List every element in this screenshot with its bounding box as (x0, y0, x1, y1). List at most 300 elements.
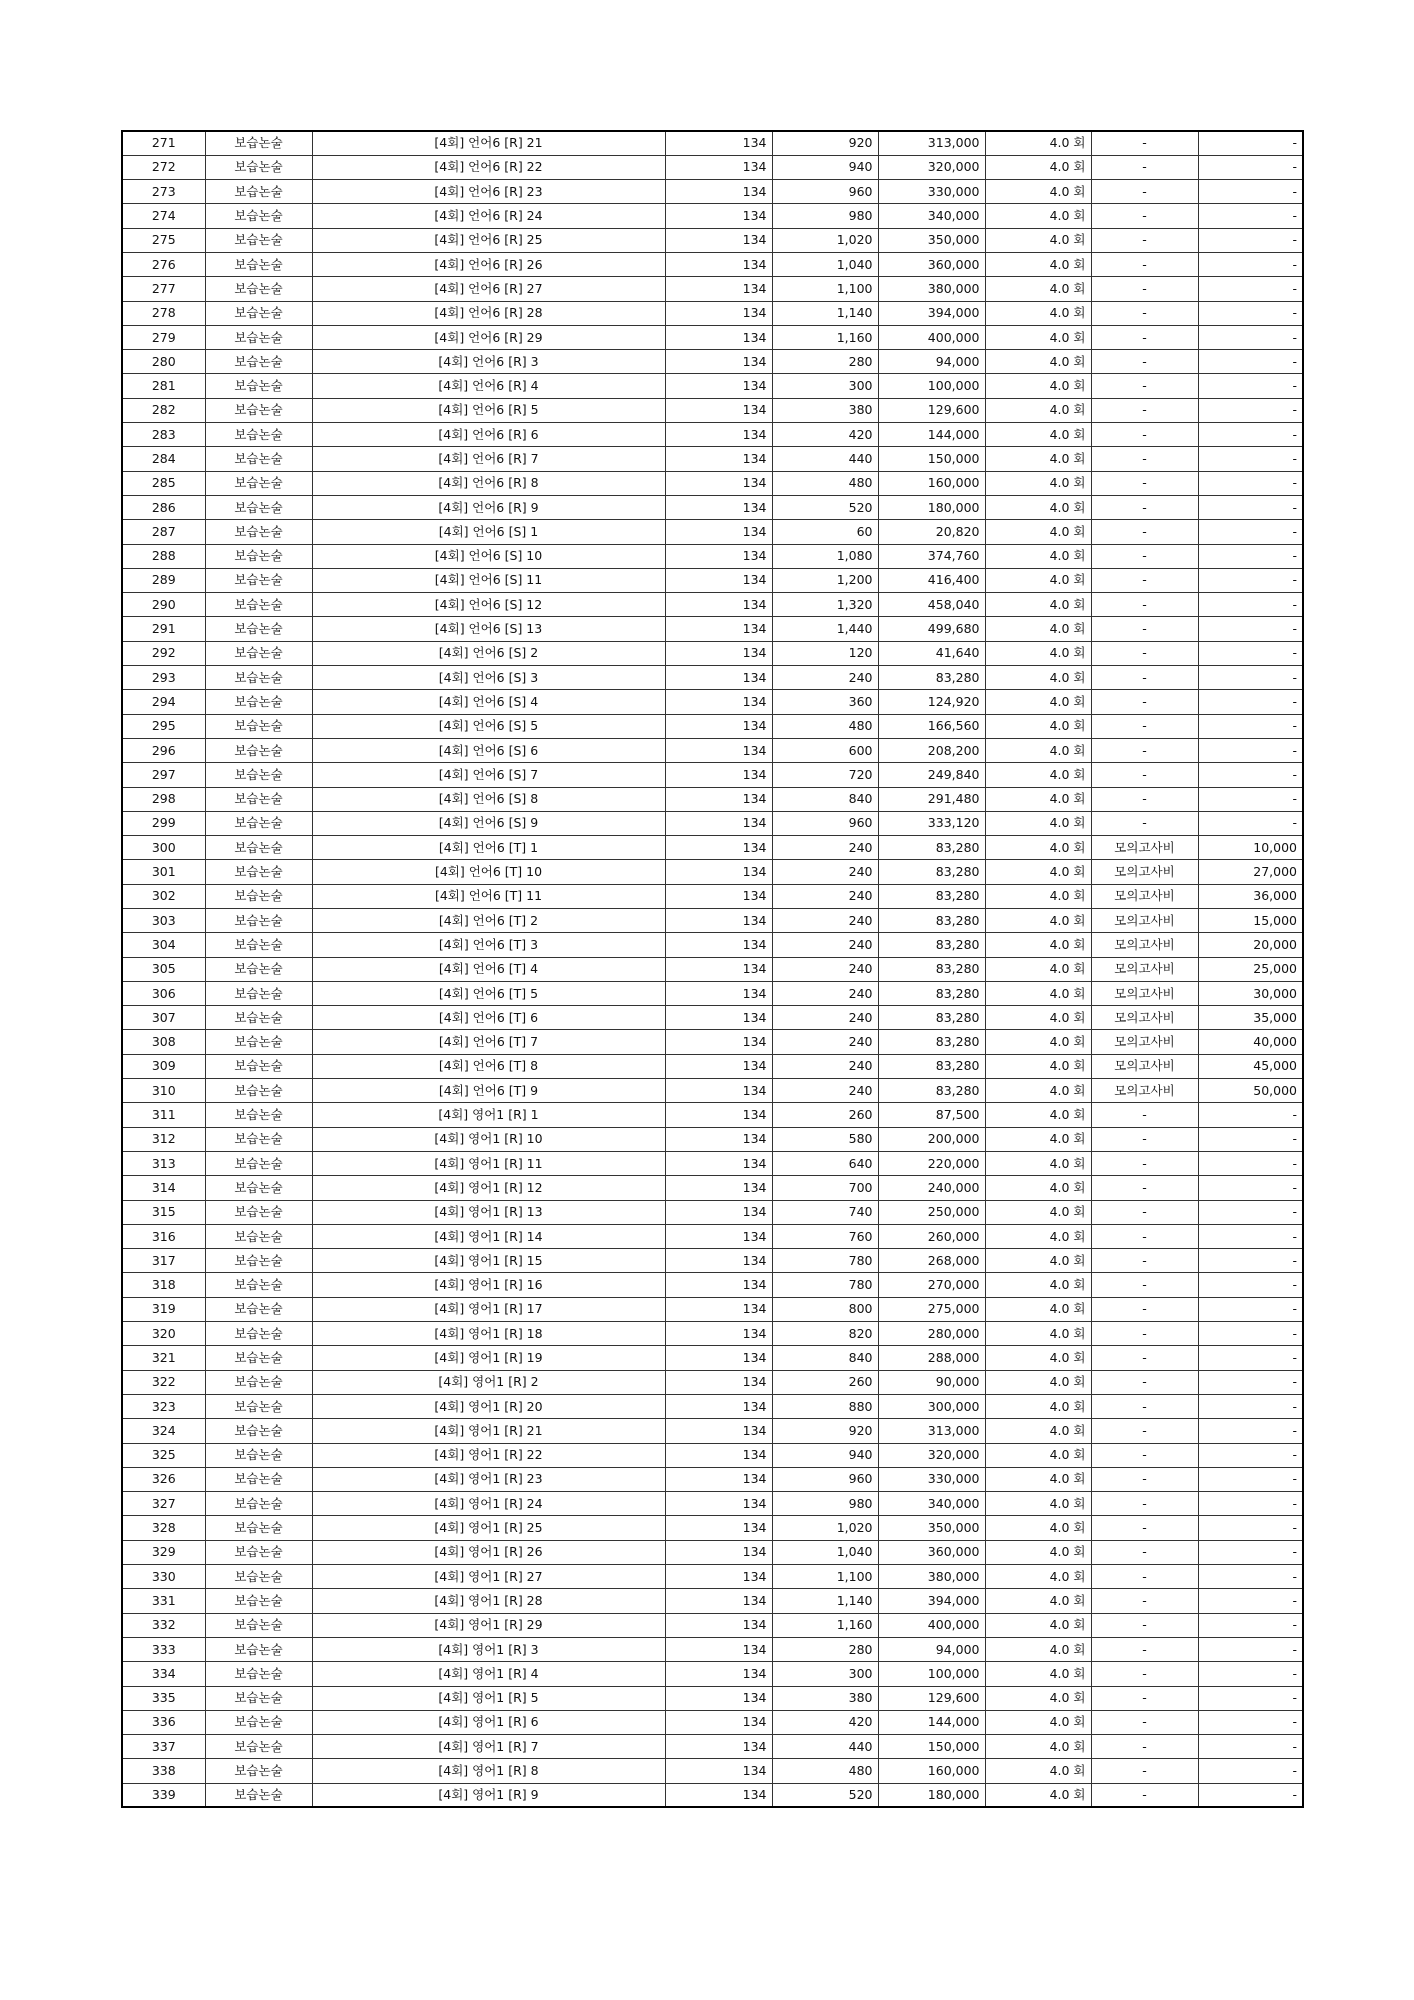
table-row (122, 1710, 1303, 1734)
sessions: 4.0 회 (985, 495, 1091, 519)
course-name: [4회] 언어6 [R] 27 (312, 277, 665, 301)
extra-fee-item: - (1091, 1370, 1198, 1394)
course-name: [4회] 언어6 [T] 4 (312, 957, 665, 981)
row-number: 278 (122, 301, 205, 325)
extra-fee-amount: - (1198, 1662, 1303, 1686)
extra-fee-item: - (1091, 204, 1198, 228)
table-row (122, 447, 1303, 471)
extra-fee-amount: 45,000 (1198, 1054, 1303, 1078)
course-name: [4회] 언어6 [S] 2 (312, 641, 665, 665)
course-name: [4회] 언어6 [R] 21 (312, 131, 665, 155)
code: 134 (665, 471, 772, 495)
tuition: 160,000 (878, 1759, 985, 1783)
hours: 1,320 (772, 593, 878, 617)
tuition: 180,000 (878, 495, 985, 519)
sessions: 4.0 회 (985, 423, 1091, 447)
category: 보습논술 (205, 617, 312, 641)
sessions: 4.0 회 (985, 1637, 1091, 1661)
table-row (122, 277, 1303, 301)
sessions: 4.0 회 (985, 447, 1091, 471)
hours: 300 (772, 374, 878, 398)
code: 134 (665, 738, 772, 762)
category: 보습논술 (205, 1370, 312, 1394)
sessions: 4.0 회 (985, 738, 1091, 762)
extra-fee-item: 모의고사비 (1091, 1030, 1198, 1054)
extra-fee-item: - (1091, 1394, 1198, 1418)
hours: 240 (772, 981, 878, 1005)
table-row (122, 1419, 1303, 1443)
row-number: 338 (122, 1759, 205, 1783)
category: 보습논술 (205, 1686, 312, 1710)
category: 보습논술 (205, 1297, 312, 1321)
code: 134 (665, 811, 772, 835)
row-number: 308 (122, 1030, 205, 1054)
category: 보습논술 (205, 957, 312, 981)
sessions: 4.0 회 (985, 1394, 1091, 1418)
course-name: [4회] 영어1 [R] 10 (312, 1127, 665, 1151)
hours: 580 (772, 1127, 878, 1151)
sessions: 4.0 회 (985, 1176, 1091, 1200)
row-number: 331 (122, 1589, 205, 1613)
sessions: 4.0 회 (985, 860, 1091, 884)
table-row (122, 131, 1303, 155)
row-number: 304 (122, 933, 205, 957)
code: 134 (665, 763, 772, 787)
extra-fee-amount: - (1198, 204, 1303, 228)
code: 134 (665, 1589, 772, 1613)
category: 보습논술 (205, 1249, 312, 1273)
tuition: 144,000 (878, 423, 985, 447)
table-row (122, 714, 1303, 738)
extra-fee-item: - (1091, 277, 1198, 301)
extra-fee-amount: - (1198, 398, 1303, 422)
extra-fee-item: 모의고사비 (1091, 860, 1198, 884)
code: 134 (665, 544, 772, 568)
sessions: 4.0 회 (985, 325, 1091, 349)
extra-fee-amount: - (1198, 520, 1303, 544)
extra-fee-amount: - (1198, 738, 1303, 762)
course-name: [4회] 영어1 [R] 26 (312, 1540, 665, 1564)
extra-fee-amount: - (1198, 1370, 1303, 1394)
extra-fee-item: - (1091, 325, 1198, 349)
extra-fee-amount: - (1198, 666, 1303, 690)
code: 134 (665, 1103, 772, 1127)
code: 134 (665, 1346, 772, 1370)
row-number: 327 (122, 1492, 205, 1516)
extra-fee-item: 모의고사비 (1091, 909, 1198, 933)
row-number: 318 (122, 1273, 205, 1297)
code: 134 (665, 1759, 772, 1783)
table-row (122, 1200, 1303, 1224)
sessions: 4.0 회 (985, 1127, 1091, 1151)
category: 보습논술 (205, 1322, 312, 1346)
sessions: 4.0 회 (985, 1516, 1091, 1540)
category: 보습논술 (205, 909, 312, 933)
category: 보습논술 (205, 544, 312, 568)
table-row (122, 666, 1303, 690)
category: 보습논술 (205, 933, 312, 957)
extra-fee-amount: - (1198, 1249, 1303, 1273)
extra-fee-item: - (1091, 690, 1198, 714)
code: 134 (665, 495, 772, 519)
row-number: 275 (122, 228, 205, 252)
course-name: [4회] 언어6 [R] 9 (312, 495, 665, 519)
course-name: [4회] 영어1 [R] 9 (312, 1783, 665, 1807)
code: 134 (665, 666, 772, 690)
extra-fee-amount: - (1198, 495, 1303, 519)
row-number: 277 (122, 277, 205, 301)
code: 134 (665, 1079, 772, 1103)
course-name: [4회] 언어6 [S] 5 (312, 714, 665, 738)
extra-fee-amount: - (1198, 1419, 1303, 1443)
sessions: 4.0 회 (985, 277, 1091, 301)
tuition: 330,000 (878, 180, 985, 204)
row-number: 285 (122, 471, 205, 495)
tuition: 320,000 (878, 1443, 985, 1467)
code: 134 (665, 1419, 772, 1443)
hours: 520 (772, 1783, 878, 1807)
code: 134 (665, 641, 772, 665)
course-name: [4회] 영어1 [R] 15 (312, 1249, 665, 1273)
extra-fee-amount: - (1198, 228, 1303, 252)
course-name: [4회] 언어6 [S] 1 (312, 520, 665, 544)
category: 보습논술 (205, 1516, 312, 1540)
extra-fee-amount: - (1198, 325, 1303, 349)
hours: 1,140 (772, 301, 878, 325)
hours: 940 (772, 1443, 878, 1467)
sessions: 4.0 회 (985, 252, 1091, 276)
tuition: 416,400 (878, 568, 985, 592)
code: 134 (665, 690, 772, 714)
table-row (122, 690, 1303, 714)
code: 134 (665, 1492, 772, 1516)
extra-fee-amount: 27,000 (1198, 860, 1303, 884)
sessions: 4.0 회 (985, 520, 1091, 544)
extra-fee-item: - (1091, 1589, 1198, 1613)
sessions: 4.0 회 (985, 1686, 1091, 1710)
category: 보습논술 (205, 228, 312, 252)
category: 보습논술 (205, 787, 312, 811)
table-row (122, 398, 1303, 422)
table-row (122, 301, 1303, 325)
course-name: [4회] 언어6 [T] 3 (312, 933, 665, 957)
code: 134 (665, 350, 772, 374)
tuition: 340,000 (878, 204, 985, 228)
sessions: 4.0 회 (985, 1710, 1091, 1734)
extra-fee-item: - (1091, 350, 1198, 374)
hours: 800 (772, 1297, 878, 1321)
tuition: 458,040 (878, 593, 985, 617)
table-row (122, 228, 1303, 252)
table-row (122, 1103, 1303, 1127)
row-number: 279 (122, 325, 205, 349)
tuition: 83,280 (878, 884, 985, 908)
hours: 440 (772, 447, 878, 471)
category: 보습논술 (205, 301, 312, 325)
code: 134 (665, 1516, 772, 1540)
tuition: 250,000 (878, 1200, 985, 1224)
extra-fee-item: - (1091, 471, 1198, 495)
row-number: 312 (122, 1127, 205, 1151)
course-name: [4회] 영어1 [R] 23 (312, 1467, 665, 1491)
category: 보습논술 (205, 1565, 312, 1589)
course-name: [4회] 영어1 [R] 21 (312, 1419, 665, 1443)
code: 134 (665, 325, 772, 349)
code: 134 (665, 1224, 772, 1248)
sessions: 4.0 회 (985, 690, 1091, 714)
row-number: 298 (122, 787, 205, 811)
category: 보습논술 (205, 277, 312, 301)
code: 134 (665, 520, 772, 544)
category: 보습논술 (205, 593, 312, 617)
tuition: 83,280 (878, 981, 985, 1005)
extra-fee-amount: - (1198, 1200, 1303, 1224)
hours: 960 (772, 180, 878, 204)
row-number: 320 (122, 1322, 205, 1346)
course-name: [4회] 영어1 [R] 17 (312, 1297, 665, 1321)
hours: 940 (772, 155, 878, 179)
row-number: 314 (122, 1176, 205, 1200)
row-number: 284 (122, 447, 205, 471)
extra-fee-item: - (1091, 301, 1198, 325)
table-row (122, 252, 1303, 276)
table-row (122, 763, 1303, 787)
extra-fee-item: - (1091, 1735, 1198, 1759)
hours: 1,040 (772, 1540, 878, 1564)
code: 134 (665, 714, 772, 738)
extra-fee-item: - (1091, 1783, 1198, 1807)
code: 134 (665, 1176, 772, 1200)
category: 보습논술 (205, 1079, 312, 1103)
tuition: 83,280 (878, 1006, 985, 1030)
row-number: 290 (122, 593, 205, 617)
sessions: 4.0 회 (985, 1103, 1091, 1127)
hours: 240 (772, 1006, 878, 1030)
sessions: 4.0 회 (985, 1346, 1091, 1370)
sessions: 4.0 회 (985, 909, 1091, 933)
table-row (122, 374, 1303, 398)
category: 보습논술 (205, 447, 312, 471)
row-number: 321 (122, 1346, 205, 1370)
tuition: 340,000 (878, 1492, 985, 1516)
code: 134 (665, 1370, 772, 1394)
tuition: 313,000 (878, 131, 985, 155)
hours: 480 (772, 471, 878, 495)
code: 134 (665, 593, 772, 617)
course-name: [4회] 언어6 [T] 11 (312, 884, 665, 908)
extra-fee-amount: - (1198, 471, 1303, 495)
category: 보습논술 (205, 131, 312, 155)
course-name: [4회] 영어1 [R] 6 (312, 1710, 665, 1734)
extra-fee-item: - (1091, 1249, 1198, 1273)
tuition: 260,000 (878, 1224, 985, 1248)
hours: 240 (772, 860, 878, 884)
table-row (122, 1346, 1303, 1370)
sessions: 4.0 회 (985, 1540, 1091, 1564)
extra-fee-item: - (1091, 666, 1198, 690)
extra-fee-amount: 40,000 (1198, 1030, 1303, 1054)
extra-fee-item: - (1091, 1297, 1198, 1321)
code: 134 (665, 374, 772, 398)
tuition: 83,280 (878, 1054, 985, 1078)
code: 134 (665, 981, 772, 1005)
category: 보습논술 (205, 325, 312, 349)
code: 134 (665, 933, 772, 957)
extra-fee-amount: - (1198, 447, 1303, 471)
course-name: [4회] 언어6 [S] 7 (312, 763, 665, 787)
hours: 240 (772, 884, 878, 908)
table-row (122, 495, 1303, 519)
extra-fee-amount: - (1198, 1224, 1303, 1248)
row-number: 295 (122, 714, 205, 738)
tuition: 150,000 (878, 447, 985, 471)
category: 보습논술 (205, 350, 312, 374)
table-row (122, 933, 1303, 957)
tuition: 20,820 (878, 520, 985, 544)
extra-fee-item: - (1091, 593, 1198, 617)
table-row (122, 617, 1303, 641)
code: 134 (665, 1783, 772, 1807)
course-name: [4회] 영어1 [R] 12 (312, 1176, 665, 1200)
code: 134 (665, 1249, 772, 1273)
extra-fee-amount: - (1198, 155, 1303, 179)
category: 보습논술 (205, 1224, 312, 1248)
hours: 240 (772, 957, 878, 981)
table-row (122, 1079, 1303, 1103)
course-name: [4회] 언어6 [R] 28 (312, 301, 665, 325)
table-row (122, 1637, 1303, 1661)
table-row (122, 350, 1303, 374)
extra-fee-amount: - (1198, 714, 1303, 738)
sessions: 4.0 회 (985, 1759, 1091, 1783)
category: 보습논술 (205, 690, 312, 714)
tuition: 83,280 (878, 666, 985, 690)
row-number: 281 (122, 374, 205, 398)
sessions: 4.0 회 (985, 617, 1091, 641)
extra-fee-amount: - (1198, 1759, 1303, 1783)
tuition: 291,480 (878, 787, 985, 811)
extra-fee-item: 모의고사비 (1091, 981, 1198, 1005)
row-number: 301 (122, 860, 205, 884)
extra-fee-item: - (1091, 252, 1198, 276)
tuition: 83,280 (878, 933, 985, 957)
course-name: [4회] 언어6 [R] 5 (312, 398, 665, 422)
hours: 1,160 (772, 1613, 878, 1637)
code: 134 (665, 884, 772, 908)
extra-fee-amount: - (1198, 131, 1303, 155)
table-row (122, 1565, 1303, 1589)
extra-fee-item: - (1091, 1322, 1198, 1346)
sessions: 4.0 회 (985, 1297, 1091, 1321)
sessions: 4.0 회 (985, 1224, 1091, 1248)
category: 보습논술 (205, 714, 312, 738)
code: 134 (665, 1710, 772, 1734)
extra-fee-amount: - (1198, 1103, 1303, 1127)
extra-fee-amount: - (1198, 544, 1303, 568)
extra-fee-amount: - (1198, 180, 1303, 204)
course-name: [4회] 언어6 [S] 6 (312, 738, 665, 762)
category: 보습논술 (205, 1103, 312, 1127)
tuition: 83,280 (878, 909, 985, 933)
hours: 300 (772, 1662, 878, 1686)
category: 보습논술 (205, 1127, 312, 1151)
table-row (122, 1516, 1303, 1540)
table-row (122, 1735, 1303, 1759)
table-row (122, 641, 1303, 665)
course-name: [4회] 영어1 [R] 7 (312, 1735, 665, 1759)
extra-fee-amount: - (1198, 1540, 1303, 1564)
sessions: 4.0 회 (985, 981, 1091, 1005)
category: 보습논술 (205, 1467, 312, 1491)
hours: 480 (772, 1759, 878, 1783)
hours: 1,160 (772, 325, 878, 349)
sessions: 4.0 회 (985, 204, 1091, 228)
category: 보습논술 (205, 1540, 312, 1564)
fee-table-body (122, 131, 1303, 1807)
row-number: 332 (122, 1613, 205, 1637)
code: 134 (665, 155, 772, 179)
extra-fee-amount: - (1198, 811, 1303, 835)
sessions: 4.0 회 (985, 884, 1091, 908)
code: 134 (665, 860, 772, 884)
extra-fee-amount: - (1198, 252, 1303, 276)
sessions: 4.0 회 (985, 568, 1091, 592)
code: 134 (665, 1443, 772, 1467)
category: 보습논술 (205, 836, 312, 860)
sessions: 4.0 회 (985, 593, 1091, 617)
tuition: 87,500 (878, 1103, 985, 1127)
extra-fee-amount: 10,000 (1198, 836, 1303, 860)
extra-fee-amount: - (1198, 1783, 1303, 1807)
extra-fee-amount: - (1198, 787, 1303, 811)
code: 134 (665, 1127, 772, 1151)
row-number: 280 (122, 350, 205, 374)
category: 보습논술 (205, 1589, 312, 1613)
hours: 1,020 (772, 1516, 878, 1540)
hours: 380 (772, 398, 878, 422)
sessions: 4.0 회 (985, 398, 1091, 422)
code: 134 (665, 180, 772, 204)
extra-fee-item: - (1091, 714, 1198, 738)
table-row (122, 1467, 1303, 1491)
table-row (122, 738, 1303, 762)
sessions: 4.0 회 (985, 1273, 1091, 1297)
tuition: 150,000 (878, 1735, 985, 1759)
course-name: [4회] 영어1 [R] 28 (312, 1589, 665, 1613)
hours: 1,080 (772, 544, 878, 568)
category: 보습논술 (205, 204, 312, 228)
category: 보습논술 (205, 1735, 312, 1759)
extra-fee-item: - (1091, 787, 1198, 811)
extra-fee-item: 모의고사비 (1091, 884, 1198, 908)
extra-fee-item: - (1091, 1516, 1198, 1540)
tuition: 333,120 (878, 811, 985, 835)
hours: 280 (772, 350, 878, 374)
table-row (122, 884, 1303, 908)
table-row (122, 1783, 1303, 1807)
table-row (122, 471, 1303, 495)
hours: 120 (772, 641, 878, 665)
code: 134 (665, 836, 772, 860)
course-name: [4회] 영어1 [R] 3 (312, 1637, 665, 1661)
course-name: [4회] 영어1 [R] 24 (312, 1492, 665, 1516)
hours: 1,440 (772, 617, 878, 641)
tuition: 320,000 (878, 155, 985, 179)
extra-fee-item: - (1091, 228, 1198, 252)
extra-fee-amount: 50,000 (1198, 1079, 1303, 1103)
course-name: [4회] 언어6 [S] 13 (312, 617, 665, 641)
code: 134 (665, 1394, 772, 1418)
